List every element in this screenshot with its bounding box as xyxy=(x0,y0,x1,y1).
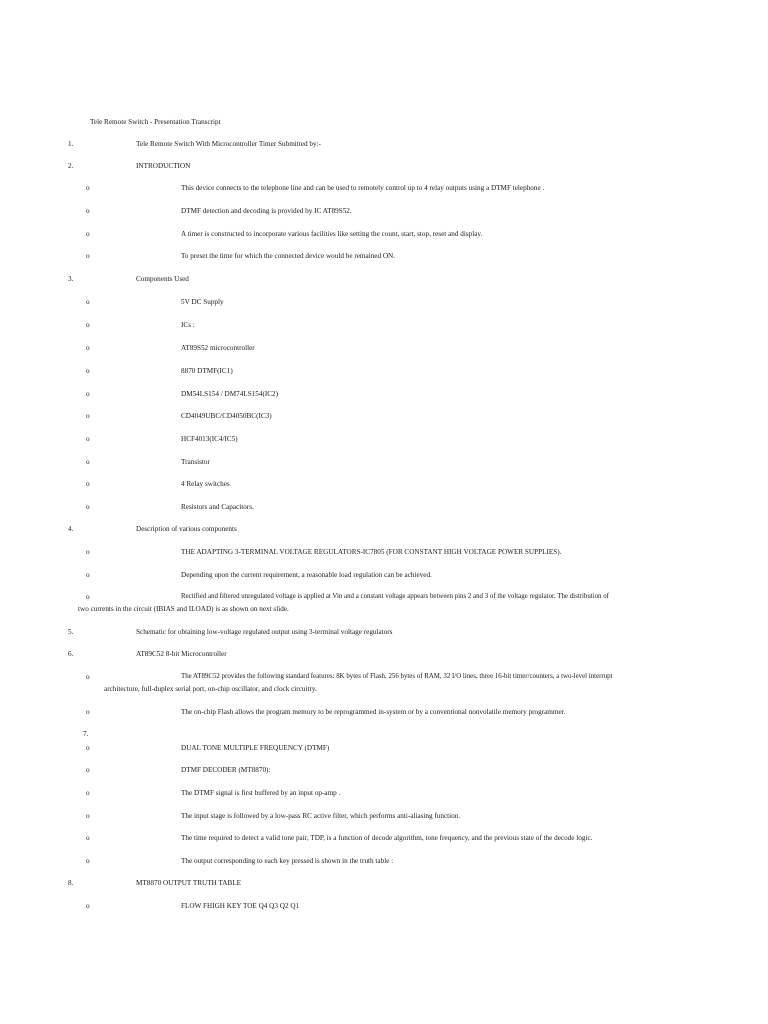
bullet-marker: o xyxy=(86,458,90,466)
bullet-marker: o xyxy=(86,344,90,352)
bullet-text: ICs : xyxy=(181,321,195,329)
section-heading: AT89C52 8-bit Microcontroller xyxy=(136,650,227,658)
section-number: 6. xyxy=(68,650,74,658)
bullet-marker: o xyxy=(86,230,90,238)
section-number: 3. xyxy=(68,275,74,283)
bullet-marker: o xyxy=(86,766,90,774)
bullet-marker: o xyxy=(86,548,90,556)
bullet-marker: o xyxy=(86,571,90,579)
section-heading: Description of various components xyxy=(136,525,237,533)
section-heading: INTRODUCTION xyxy=(136,162,191,170)
bullet-text: Transistor xyxy=(181,458,210,466)
bullet-text: This device connects to the telephone line and can be used to remotely control up to 4 relay outputs using a DTMF telephone . xyxy=(181,184,545,192)
bullet-marker: o xyxy=(86,708,90,716)
bullet-text: The AT89C52 provides the following standard features: 8K bytes of Flash, 256 bytes of RAM, 32 I/O lines, three 16-bit timer/counters, a two-level interrupt xyxy=(181,673,613,680)
bullet-text: The output corresponding to each key pressed is shown in the truth table : xyxy=(181,857,394,865)
bullet-text: Resistors and Capacitors. xyxy=(181,503,254,511)
bullet-marker: o xyxy=(86,298,90,306)
bullet-text: The DTMF signal is first buffered by an input op-amp . xyxy=(181,789,341,797)
bullet-marker: o xyxy=(86,789,90,797)
bullet-text: Depending upon the current requirement, a reasonable load regulation can be achieved. xyxy=(181,571,432,579)
bullet-marker: o xyxy=(86,435,90,443)
section-heading: Tele Remote Switch With Microcontroller Timer Submitted by:- xyxy=(136,140,321,148)
bullet-text: 5V DC Supply xyxy=(181,298,224,306)
bullet-marker: o xyxy=(86,367,90,375)
bullet-text: FLOW FHIGH KEY TOE Q4 Q3 Q2 Q1 xyxy=(181,902,300,910)
section-number: 7. xyxy=(83,730,89,738)
section-number: 5. xyxy=(68,628,74,636)
bullet-marker: o xyxy=(86,412,90,420)
bullet-marker: o xyxy=(86,834,90,842)
section-heading: MT8870 OUTPUT TRUTH TABLE xyxy=(136,879,242,887)
bullet-marker: o xyxy=(86,503,90,511)
section-heading: Components Used xyxy=(136,275,189,283)
bullet-marker: o xyxy=(86,390,90,398)
bullet-marker: o xyxy=(86,593,90,601)
bullet-text: A timer is constructed to incorporate various facilities like setting the count, start, stop, reset and display. xyxy=(181,230,483,238)
document-title: Tele Remote Switch - Presentation Transcript xyxy=(90,118,221,126)
bullet-text: The input stage is followed by a low-pass RC active filter, which performs anti-aliasing function. xyxy=(181,812,461,820)
bullet-text: DUAL TONE MULTIPLE FREQUENCY (DTMF) xyxy=(181,744,330,752)
bullet-text: 8870 DTMF(IC1) xyxy=(181,367,233,375)
bullet-text: Rectified and filtered unregulated voltage is applied at Vin and a constant voltage appears between pins 2 and 3 of the voltage regulator. The distribution of xyxy=(181,593,609,600)
bullet-marker: o xyxy=(86,321,90,329)
section-number: 8. xyxy=(68,879,74,887)
bullet-text-continuation: two currents in the circuit (IBIAS and ILOAD) is as shown on next slide. xyxy=(78,605,289,613)
bullet-text: 4 Relay switches xyxy=(181,480,230,488)
bullet-text: DM54LS154 / DM74LS154(IC2) xyxy=(181,390,279,398)
bullet-text: THE ADAPTING 3-TERMINAL VOLTAGE REGULATORS-IC7805 (FOR CONSTANT HIGH VOLTAGE POWER SUPPLIES). xyxy=(181,548,562,556)
bullet-marker: o xyxy=(86,184,90,192)
bullet-text: DTMF DECODER (MT8870): xyxy=(181,766,271,774)
bullet-marker: o xyxy=(86,673,90,681)
section-number: 1. xyxy=(68,140,74,148)
bullet-marker: o xyxy=(86,744,90,752)
bullet-marker: o xyxy=(86,857,90,865)
bullet-text: To preset the time for which the connected device would be remained ON. xyxy=(181,252,396,260)
bullet-marker: o xyxy=(86,207,90,215)
bullet-text: The on-chip Flash allows the program memory to be reprogrammed in-system or by a conventional nonvolatile memory programmer. xyxy=(181,708,566,716)
bullet-marker: o xyxy=(86,252,90,260)
bullet-text: The time required to detect a valid tone pair, TDP, is a function of decode algorithm, tone frequency, and the previous state of the decode logic. xyxy=(181,834,593,842)
bullet-text: HCF4013(IC4/IC5) xyxy=(181,435,238,443)
bullet-text: AT89S52 microcontroller xyxy=(181,344,255,352)
bullet-marker: o xyxy=(86,902,90,910)
bullet-marker: o xyxy=(86,480,90,488)
section-heading: Schematic for obtaining low-voltage regulated output using 3-terminal voltage regulators xyxy=(136,628,393,636)
bullet-text: CD4049UBC/CD4050BC(IC3) xyxy=(181,412,272,420)
bullet-marker: o xyxy=(86,812,90,820)
section-number: 2. xyxy=(68,162,74,170)
bullet-text: DTMF detection and decoding is provided by IC AT89S52. xyxy=(181,207,352,215)
bullet-text-continuation: architecture, full-duplex serial port, on-chip oscillator, and clock circuitry. xyxy=(104,685,317,693)
section-number: 4. xyxy=(68,525,74,533)
